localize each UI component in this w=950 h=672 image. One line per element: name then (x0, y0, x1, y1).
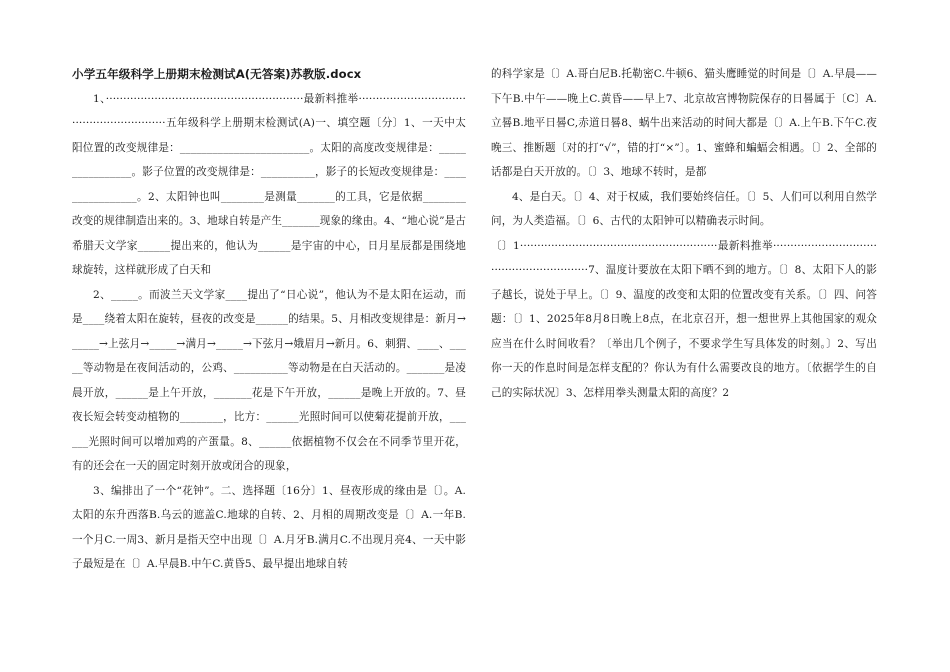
left-column (72, 62, 466, 577)
left-paragraph-3: 3、编排出了一个“花钟”。二、选择题〔16分〕1、昼夜形成的缘由是〔〕。A.太阳的东升西落B.乌云的遮盖C.地球的自转、2、月相的周期改变是〔〕A.一年B.一个月C.一周3、新月是指天空中出现〔〕A.月牙B.满月C.不出现月亮4、一天中影子最短是在〔〕A.早晨B.中午C.黄昏5、最早提出地球自转 (72, 484, 466, 570)
left-paragraph-2: 2、_____。而波兰天文学家____提出了“日心说”，他认为不是太阳在运动，而是____绕着太阳在旋转，昼夜的改变是______的结果。5、月相改变规律是：新月→_____→上弦月→_____→满月→_____→下弦月→娥眉月→新月。6、刺猬、____、_____等动物是在夜间活动的，公鸡、__________等动物是在白天活动的。_______是凌晨开放，______是上午开放，_______花是下午开放，______是晚上开放的。7、昼夜长短会转变动植物的________，比方：______光照时间可以使菊花提前开放，______光照时间可以增加鸡的产蛋量。8、______依据植物不仅会在不同季节里开花，有的还会在一天的固定时刻开放或闭合的现象， (72, 288, 466, 472)
right-paragraph-2: 4、是白天。〔〕4、对于权威，我们要始终信任。〔〕5、人们可以利用自然学问，为人类造福。〔〕6、古代的太阳钟可以精确表示时间。 (491, 190, 877, 227)
left-paragraph-1: 1、·························································最新料推举··························································五年级科学上册期末检测试(A)一、填空题〔分〕1、一天中太阳位置的改变规律是：________________________。太阳的高度改变规律是：________________。影子位置的改变规律是：__________，影子的长短改变规律是：________________。2、太阳钟也叫________是测量_______的工具，它是依据________改变的规律制造出来的。3、地球自转是产生_______现象的缘由。4、“地心说”是古希腊天文学家______提出来的，他认为______是宇宙的中心，日月星辰都是围绕地球旋转，这样就形成了白天和 (72, 92, 466, 276)
right-paragraph-1: 的科学家是〔〕A.哥白尼B.托勒密C.牛顿6、猫头鹰睡觉的时间是〔〕A.早晨——下午B.中午——晚上C.黄昏——早上7、北京故宫博物院保存的日晷属于〔C〕A.立晷B.地平日晷C,赤道日晷8、蜗牛出来活动的时间大都是〔〕A.上午B.下午C.夜晚三、推断题〔对的打“√”，错的打“×”〕。1、蜜蜂和蝙蝠会相遇。〔〕2、全部的话都是白天开放的。〔〕3、地球不转时，是都 (491, 68, 877, 178)
right-column (491, 62, 877, 405)
right-paragraph-3: 〔〕1·························································最新料推举··························································7、温度计要放在太阳下晒不到的地方。〔〕8、太阳下人的影子越长，说处于早上。〔〕9、温度的改变和太阳的位置改变有关系。〔〕四、问答题：〔〕1、2025年8月8日晚上8点，在北京召开，想一想世界上其他国家的观众应当在什么时间收看？〔举出几个例子，不要求学生写具体发的时刻。〕2、写出你一天的作息时间是怎样支配的？你认为有什么需要改良的地方。〔依据学生的自己的实际状况〕3、怎样用拳头测量太阳的高度？2 (491, 239, 877, 399)
document-title: 小学五年级科学上册期末检测试A(无答案)苏教版.docx (72, 67, 362, 81)
